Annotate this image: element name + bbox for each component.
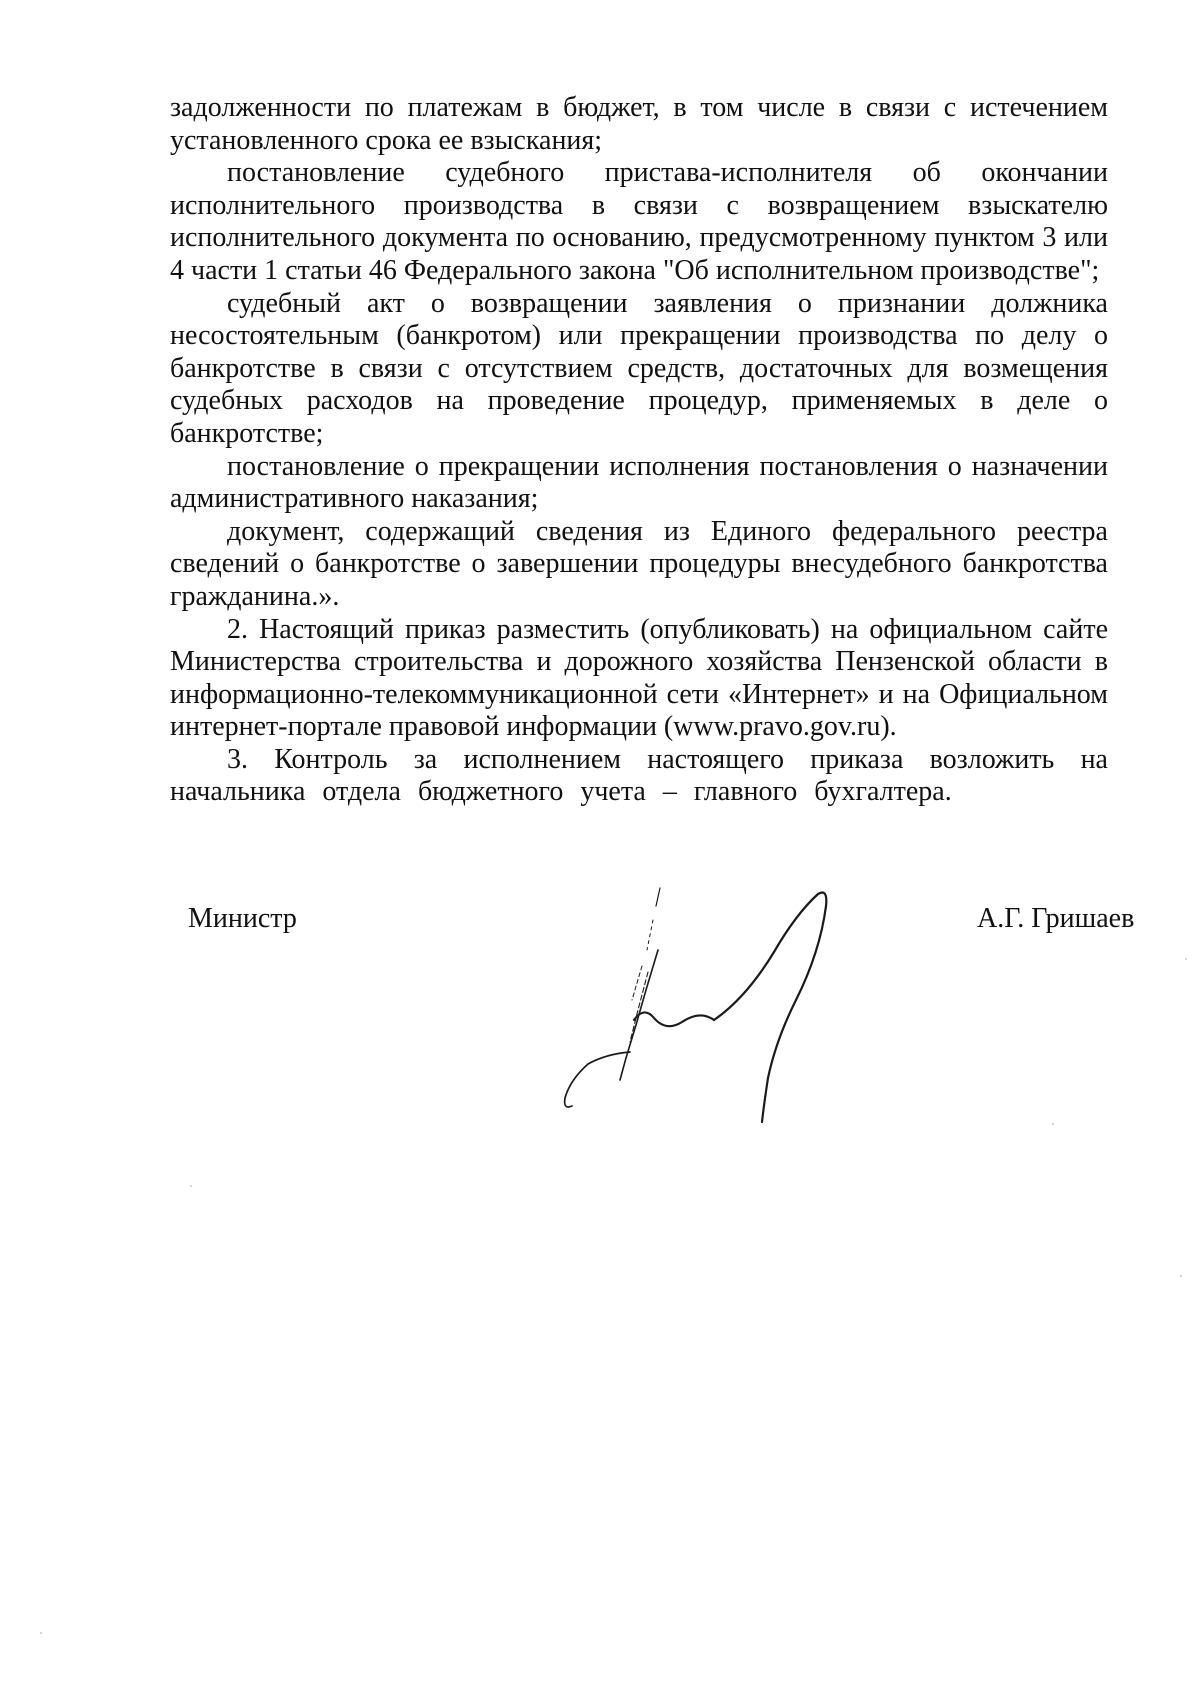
scan-speck	[190, 1185, 192, 1187]
paragraph-court-act: судебный акт о возвращении заявления о признании должника несостоятельным (банкротом) или прекращении производства по делу о банкротстве в связи с отсутствием средств, достаточных для возмещения судебных расходов на проведение процедур, применяемых в деле о банкротстве;	[170, 287, 1108, 449]
handwritten-signature	[550, 880, 860, 1130]
paragraph-penalty-termination: постановление о прекращении исполнения постановления о назначении административного наказания;	[170, 450, 1108, 515]
document-body	[170, 92, 1108, 809]
paragraph-bailiff-resolution: постановление судебного пристава-исполнителя об окончании исполнительного производства в связи с возвращением взыскателю исполнительного документа по основанию, предусмотренному пунктом 3 или 4 части 1 статьи 46 Федерального закона "Об исполнительном производстве";	[170, 157, 1108, 286]
paragraph-bankruptcy-registry: документ, содержащий сведения из Единого федерального реестра сведений о банкротстве о завершении процедуры внесудебного банкротства гражданина.».	[170, 515, 1108, 612]
paragraph-control-order: 3. Контроль за исполнением настоящего приказа возложить на начальника отдела бюджетного учета – главного бухгалтера.	[170, 743, 1108, 808]
scan-speck	[1052, 1123, 1054, 1125]
signatory-position: Министр	[188, 903, 297, 934]
scan-speck	[1180, 1275, 1182, 1277]
signatory-name: А.Г. Гришаев	[977, 903, 1135, 934]
paragraph-publication-order: 2. Настоящий приказ разместить (опубликовать) на официальном сайте Министерства строительства и дорожного хозяйства Пензенской области в информационно-телекоммуникационной сети «Интернет» и на Официальном интернет-портале правовой информации (www.pravo.gov.ru).	[170, 613, 1108, 743]
scan-speck	[1185, 958, 1187, 960]
scan-speck	[40, 1632, 42, 1634]
paragraph-debt-continuation: задолженности по платежам в бюджет, в том числе в связи с истечением установленного срока ее взыскания;	[170, 92, 1108, 156]
